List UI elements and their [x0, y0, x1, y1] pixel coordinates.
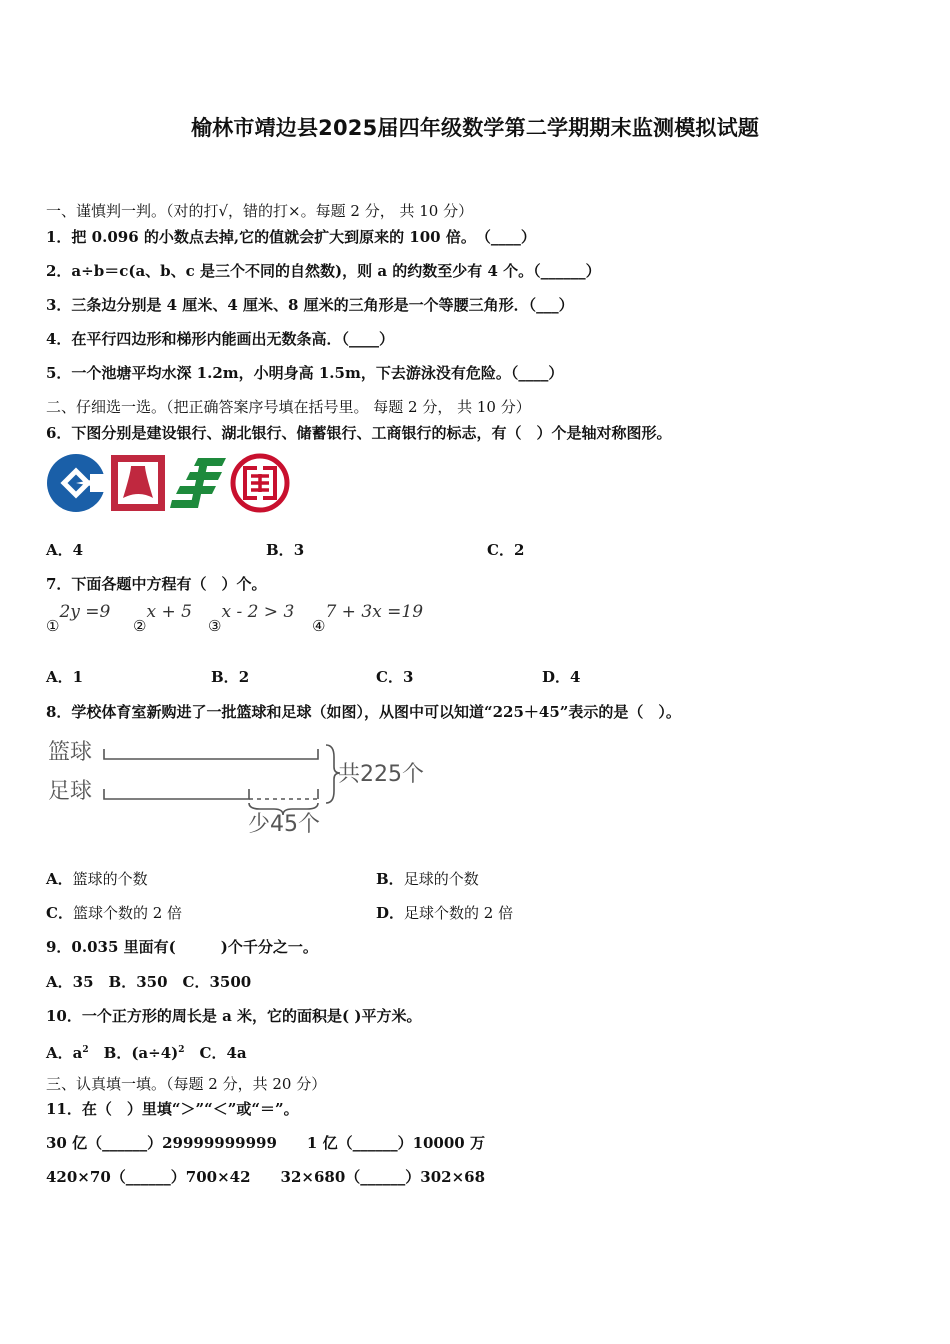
q10-option-a-sup: 2: [82, 1045, 89, 1055]
q10-option-a[interactable]: A．a: [46, 1044, 83, 1062]
option-text: 1: [72, 668, 84, 686]
option-text: 篮球的个数: [72, 870, 148, 888]
option-text: 4: [72, 541, 84, 559]
question-2: 2．a÷b＝c(a、b、c 是三个不同的自然数)，则 a 的约数至少有 4 个。（______）: [46, 262, 601, 280]
option-text: 4: [570, 668, 581, 686]
q6-option-b[interactable]: [266, 540, 304, 560]
section2-heading: 二、仔细选一选。（把正确答案序号填在括号里。 每题 2 分， 共 10 分）: [46, 398, 531, 416]
q8-option-b[interactable]: [376, 869, 479, 889]
equation-expr: x + 5: [146, 602, 192, 622]
option-letter: B．: [376, 870, 404, 888]
q10-option-b[interactable]: B．(a÷4): [103, 1044, 179, 1062]
question-1: 1．把 0.096 的小数点去掉,它的值就会扩大到原来的 100 倍。 （____）: [46, 228, 536, 246]
diagram-label-football: 足球: [48, 779, 93, 804]
equation-2: [133, 602, 192, 635]
equation-number: ④: [312, 617, 326, 635]
section1-heading: 一、谨慎判一判。（对的打√，错的打×。每题 2 分， 共 10 分）: [46, 202, 474, 220]
diagram-diff-label: 少45个: [248, 812, 320, 837]
ccb-logo: [46, 452, 106, 514]
diagram-total-label: 共225个: [338, 762, 424, 787]
q11-row-1: 30 亿（______）29999999999 1 亿（______）10000 万: [46, 1134, 485, 1152]
option-text: 2: [238, 668, 250, 686]
question-6: 6．下图分别是建设银行、湖北银行、储蓄银行、工商银行的标志，有（ ）个是轴对称图形。: [46, 424, 672, 442]
hubei-bank-logo: [109, 452, 169, 514]
question-10: 10．一个正方形的周长是 a 米，它的面积是( )平方米。: [46, 1007, 422, 1025]
q8-option-d[interactable]: [376, 903, 513, 923]
option-letter: D．: [542, 668, 571, 686]
football-segment: [104, 789, 249, 799]
q9-options[interactable]: A．35 B．350 C．3500: [46, 973, 252, 991]
option-letter: C．: [46, 904, 73, 922]
q7-option-b[interactable]: [211, 667, 249, 687]
option-letter: C．: [487, 541, 514, 559]
equation-expr: 7 + 3x =19: [325, 602, 424, 622]
basketball-segment: [104, 749, 318, 759]
option-text: 2: [513, 541, 525, 559]
option-text: 足球个数的 2 倍: [404, 904, 514, 922]
option-letter: B．: [266, 541, 294, 559]
option-letter: A．: [46, 870, 73, 888]
question-5: 5．一个池塘平均水深 1.2m，小明身高 1.5m，下去游泳没有危险。（____）: [46, 364, 564, 382]
q8-option-a[interactable]: [46, 869, 148, 889]
section3-heading: 三、认真填一填。（每题 2 分，共 20 分）: [46, 1075, 327, 1093]
option-letter: A．: [46, 541, 73, 559]
page-title: 榆林市靖边县2025届四年级数学第二学期期末监测模拟试题: [190, 116, 760, 140]
q10-options[interactable]: [46, 1040, 247, 1063]
q10-option-b-sup: 2: [178, 1045, 185, 1055]
option-letter: A．: [46, 668, 73, 686]
option-letter: D．: [376, 904, 405, 922]
postal-savings-logo: [170, 452, 230, 514]
segment-diagram: [46, 735, 446, 840]
q7-option-a[interactable]: [46, 667, 83, 687]
icbc-logo: [230, 452, 290, 514]
bank-logos: [46, 452, 296, 518]
equation-4: [312, 602, 424, 635]
option-text: 篮球个数的 2 倍: [72, 904, 183, 922]
equation-expr: 2y =9: [59, 602, 111, 622]
q6-option-a[interactable]: [46, 540, 83, 560]
q7-option-c[interactable]: [376, 667, 413, 687]
q8-option-c[interactable]: [46, 903, 182, 923]
option-text: 足球的个数: [403, 870, 479, 888]
question-8: 8．学校体育室新购进了一批篮球和足球（如图），从图中可以知道“225＋45”表示的是（ ）。: [46, 703, 681, 721]
equation-number: ③: [208, 617, 222, 635]
option-letter: B．: [211, 668, 239, 686]
equation-3: [208, 602, 295, 635]
equation-number: ②: [133, 617, 147, 635]
option-text: 3: [402, 668, 414, 686]
question-7: 7．下面各题中方程有（ ）个。: [46, 575, 267, 593]
question-9: 9．0.035 里面有( )个千分之一。: [46, 938, 318, 956]
q11-row-2: 420×70（______）700×42 32×680（______）302×68: [46, 1168, 486, 1186]
q6-option-c[interactable]: [487, 540, 524, 560]
question-3: 3．三条边分别是 4 厘米、4 厘米、8 厘米的三角形是一个等腰三角形．（___）: [46, 296, 574, 314]
option-text: 3: [293, 541, 305, 559]
option-letter: C．: [376, 668, 403, 686]
equation-number: ①: [46, 617, 60, 635]
question-11: 11．在（ ）里填“＞”“＜”或“＝”。: [46, 1100, 299, 1118]
q10-option-c[interactable]: C．4a: [199, 1044, 247, 1062]
equation-1: [46, 602, 111, 635]
q7-option-d[interactable]: [542, 667, 580, 687]
equation-expr: x - 2 > 3: [221, 602, 295, 622]
question-4: 4．在平行四边形和梯形内能画出无数条高．（____）: [46, 330, 394, 348]
diagram-label-basketball: 篮球: [48, 740, 93, 765]
